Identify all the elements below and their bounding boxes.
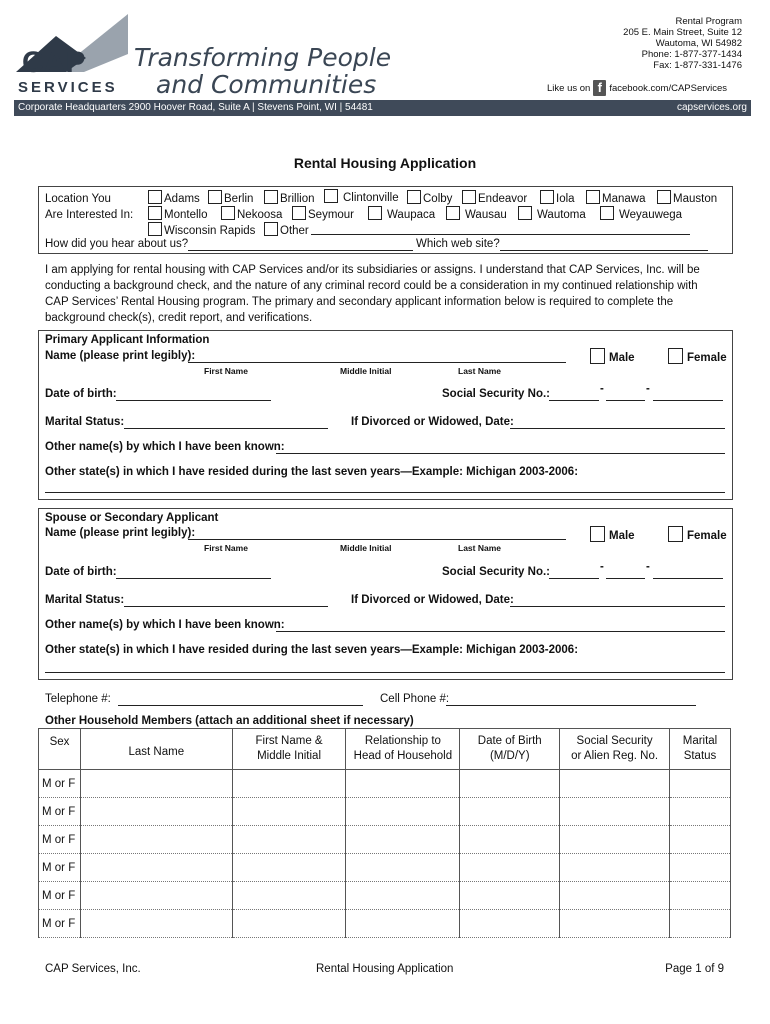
sex-cell[interactable]: M or F xyxy=(39,770,81,798)
sex-cell[interactable]: M or F xyxy=(39,882,81,910)
checkbox-berlin[interactable] xyxy=(208,190,222,204)
option-label: Manawa xyxy=(602,193,646,205)
intro-line: background check(s), credit report, and verifications. xyxy=(45,312,313,324)
column-header-line: Social Security xyxy=(576,735,653,747)
household-members-table xyxy=(38,728,731,938)
checkbox-seymour[interactable] xyxy=(292,206,306,220)
telephone-label: Telephone #: xyxy=(45,693,111,705)
primary-ssn-label: Social Security No.: xyxy=(442,388,551,400)
cell-phone-field[interactable] xyxy=(446,705,696,706)
sex-cell[interactable]: M or F xyxy=(39,854,81,882)
location-option[interactable] xyxy=(324,189,399,204)
column-header-line: Marital xyxy=(682,735,718,747)
primary-ssn-field[interactable] xyxy=(653,400,723,401)
table-cell[interactable] xyxy=(460,854,560,882)
location-option[interactable] xyxy=(446,206,507,221)
table-cell[interactable] xyxy=(460,882,560,910)
option-label: Female xyxy=(687,352,727,364)
other-location-field[interactable] xyxy=(311,234,690,235)
table-cell[interactable] xyxy=(460,798,560,826)
location-option[interactable] xyxy=(264,190,315,205)
table-cell[interactable] xyxy=(232,882,346,910)
telephone-field[interactable] xyxy=(118,705,363,706)
checkbox-female[interactable] xyxy=(668,348,683,364)
primary-divorced-label: If Divorced or Widowed, Date: xyxy=(351,416,514,428)
middle-initial-caption: Middle Initial xyxy=(340,543,392,553)
location-option[interactable] xyxy=(148,222,255,237)
checkbox-mauston[interactable] xyxy=(657,190,671,204)
checkbox-colby[interactable] xyxy=(407,190,421,204)
spouse-other-names-label: Other name(s) by which I have been known: xyxy=(45,619,285,631)
checkbox-male[interactable] xyxy=(590,348,605,364)
primary-other-states-label: Other state(s) in which I have resided during the last seven years—Example: Michigan 2003-2006: xyxy=(45,466,579,478)
spouse-marital-label: Marital Status: xyxy=(45,594,125,606)
table-cell[interactable] xyxy=(460,910,560,938)
checkbox-nekoosa[interactable] xyxy=(221,206,235,220)
table-cell[interactable] xyxy=(460,826,560,854)
option-label: Brillion xyxy=(280,193,315,205)
spouse-ssn-field[interactable] xyxy=(653,578,723,579)
location-option[interactable] xyxy=(540,190,575,205)
table-row xyxy=(39,770,731,798)
location-option[interactable] xyxy=(368,206,435,221)
column-header-line: Sex xyxy=(49,736,70,748)
checkbox-adams[interactable] xyxy=(148,190,162,204)
column-header-line: Relationship to xyxy=(364,735,441,747)
checkbox-female[interactable] xyxy=(668,526,683,542)
table-cell[interactable] xyxy=(80,854,232,882)
checkbox-wisconsin-rapids[interactable] xyxy=(148,222,162,236)
option-label: Mauston xyxy=(673,193,718,205)
first-name-caption: First Name xyxy=(204,543,248,553)
table-cell[interactable] xyxy=(232,826,346,854)
location-option[interactable] xyxy=(208,190,253,205)
table-cell[interactable] xyxy=(670,798,731,826)
column-header xyxy=(346,729,460,770)
like-us-label: Like us on xyxy=(547,82,591,94)
intro-line: conducting a background check, and the nature of any criminal record could be a consideration in my continued relationship with xyxy=(45,280,698,292)
last-name-caption: Last Name xyxy=(458,543,501,553)
website-link[interactable]: capservices.org xyxy=(676,102,747,113)
checkbox-montello[interactable] xyxy=(148,206,162,220)
footer-organization: CAP Services, Inc. xyxy=(45,963,141,975)
location-option[interactable] xyxy=(462,190,527,205)
table-cell[interactable] xyxy=(670,854,731,882)
option-label: Wautoma xyxy=(537,209,586,221)
table-cell[interactable] xyxy=(670,910,731,938)
table-cell[interactable] xyxy=(232,854,346,882)
primary-male-option[interactable] xyxy=(590,348,635,364)
location-label-line-1: Location You xyxy=(45,193,111,205)
header-banner xyxy=(14,100,751,116)
address-line: Wautoma, WI 54982 xyxy=(655,38,742,49)
primary-marital-field[interactable] xyxy=(124,428,328,429)
checkbox-clintonville[interactable] xyxy=(324,189,338,203)
column-header-line: Date of Birth xyxy=(477,735,542,747)
location-option[interactable] xyxy=(221,206,282,221)
option-label: Weyauwega xyxy=(619,209,683,221)
table-cell[interactable] xyxy=(460,770,560,798)
option-label: Female xyxy=(687,530,727,542)
column-header-line: (M/D/Y) xyxy=(489,750,530,762)
checkbox-endeavor[interactable] xyxy=(462,190,476,204)
primary-female-option[interactable] xyxy=(668,348,727,364)
location-label-line-2: Are Interested In: xyxy=(45,209,134,221)
spouse-divorced-field[interactable] xyxy=(510,606,725,607)
location-option[interactable] xyxy=(586,190,645,205)
column-header-line: First Name & xyxy=(255,735,323,747)
first-name-caption: First Name xyxy=(204,366,248,376)
primary-marital-label: Marital Status: xyxy=(45,416,125,428)
checkbox-male[interactable] xyxy=(590,526,605,542)
option-label: Other xyxy=(280,225,309,237)
footer-page-number: Page 1 of 9 xyxy=(665,963,724,975)
table-cell[interactable] xyxy=(80,770,232,798)
table-row xyxy=(39,910,731,938)
primary-ssn-field[interactable] xyxy=(606,400,645,401)
table-cell[interactable] xyxy=(346,770,460,798)
primary-name-field[interactable] xyxy=(188,362,566,363)
spouse-divorced-label: If Divorced or Widowed, Date: xyxy=(351,594,514,606)
ssn-dash: - xyxy=(600,561,604,573)
page-title: Rental Housing Application xyxy=(293,155,477,171)
intro-line: CAP Services’ Rental Housing program. The primary and secondary applicant information below is required to complete the xyxy=(45,296,674,308)
spouse-name-label: Name (please print legibly): xyxy=(45,527,196,539)
table-cell[interactable] xyxy=(560,770,670,798)
option-label: Nekoosa xyxy=(237,209,283,221)
checkbox-manawa[interactable] xyxy=(586,190,600,204)
column-header xyxy=(39,729,81,770)
cell-phone-label: Cell Phone #: xyxy=(380,693,450,705)
spouse-dob-field[interactable] xyxy=(116,578,271,579)
column-header-line: Head of Household xyxy=(353,750,453,762)
location-option[interactable] xyxy=(148,190,200,205)
location-option[interactable] xyxy=(264,222,309,237)
column-header xyxy=(232,729,346,770)
column-header xyxy=(80,729,232,770)
table-cell[interactable] xyxy=(560,854,670,882)
table-row xyxy=(39,798,731,826)
spouse-ssn-field[interactable] xyxy=(549,578,599,579)
column-header-line: Last Name xyxy=(128,745,185,758)
column-header-line: Status xyxy=(683,750,717,762)
spouse-female-option[interactable] xyxy=(668,526,727,542)
headquarters-address: Corporate Headquarters 2900 Hoover Road, Suite A | Stevens Point, WI | 54481 xyxy=(18,102,373,113)
primary-other-names-field[interactable] xyxy=(276,453,725,454)
checkbox-brillion[interactable] xyxy=(264,190,278,204)
ssn-dash: - xyxy=(646,383,650,395)
spouse-heading: Spouse or Secondary Applicant xyxy=(45,512,219,524)
facebook-url[interactable]: facebook.com/CAPServices xyxy=(609,82,728,94)
spouse-other-states-label: Other state(s) in which I have resided during the last seven years—Example: Michigan 2003-2006: xyxy=(45,644,579,656)
checkbox-wausau[interactable] xyxy=(446,206,460,220)
table-cell[interactable] xyxy=(346,798,460,826)
checkbox-other[interactable] xyxy=(264,222,278,236)
primary-name-label: Name (please print legibly): xyxy=(45,350,196,362)
column-header xyxy=(670,729,731,770)
table-cell[interactable] xyxy=(80,826,232,854)
tagline-line-2: and Communities xyxy=(156,70,377,99)
facebook-link[interactable] xyxy=(547,80,727,96)
table-cell[interactable] xyxy=(346,882,460,910)
facebook-icon: f xyxy=(593,80,606,96)
location-option[interactable] xyxy=(657,190,717,205)
table-row xyxy=(39,826,731,854)
primary-dob-field[interactable] xyxy=(116,400,271,401)
location-option[interactable] xyxy=(600,206,682,221)
sex-cell[interactable]: M or F xyxy=(39,798,81,826)
table-cell[interactable] xyxy=(80,798,232,826)
option-label: Male xyxy=(609,352,635,364)
table-cell[interactable] xyxy=(670,882,731,910)
table-cell[interactable] xyxy=(232,910,346,938)
website-label: Which web site? xyxy=(416,238,500,250)
table-cell[interactable] xyxy=(346,910,460,938)
table-cell[interactable] xyxy=(232,770,346,798)
spouse-name-field[interactable] xyxy=(188,539,566,540)
column-header xyxy=(560,729,670,770)
table-cell[interactable] xyxy=(670,826,731,854)
location-option[interactable] xyxy=(148,206,207,221)
checkbox-weyauwega[interactable] xyxy=(600,206,614,220)
location-label xyxy=(45,191,133,223)
table-header-row xyxy=(39,729,731,770)
location-option[interactable] xyxy=(407,190,452,205)
middle-initial-caption: Middle Initial xyxy=(340,366,392,376)
table-cell[interactable] xyxy=(670,770,731,798)
primary-divorced-field[interactable] xyxy=(510,428,725,429)
checkbox-waupaca[interactable] xyxy=(368,206,382,220)
footer-document-title: Rental Housing Application xyxy=(316,963,454,975)
table-cell[interactable] xyxy=(346,826,460,854)
option-label: Endeavor xyxy=(478,193,528,205)
primary-other-names-label: Other name(s) by which I have been known: xyxy=(45,441,285,453)
last-name-caption: Last Name xyxy=(458,366,501,376)
spouse-other-states-field[interactable] xyxy=(45,672,725,673)
logo-text: CAP xyxy=(22,46,86,79)
option-label: Seymour xyxy=(308,209,355,221)
option-label: Clintonville xyxy=(343,192,399,204)
cap-services-logo xyxy=(16,14,131,98)
intro-paragraph xyxy=(45,262,700,326)
primary-other-states-field[interactable] xyxy=(45,492,725,493)
primary-dob-label: Date of birth: xyxy=(45,388,117,400)
column-header-line: Middle Initial xyxy=(257,750,321,762)
location-option[interactable] xyxy=(292,206,354,221)
location-option[interactable] xyxy=(518,206,586,221)
tagline-line-1: Transforming People xyxy=(134,43,392,72)
hear-about-field[interactable] xyxy=(188,250,413,251)
address-line: 205 E. Main Street, Suite 12 xyxy=(623,27,742,38)
address-line: Fax: 1-877-331-1476 xyxy=(653,60,742,71)
intro-line: I am applying for rental housing with CAP Services and/or its subsidiaries or assigns. I understand that CAP Services, Inc. will be xyxy=(45,264,700,276)
option-label: Iola xyxy=(556,193,575,205)
table-row xyxy=(39,854,731,882)
spouse-marital-field[interactable] xyxy=(124,606,328,607)
column-header xyxy=(460,729,560,770)
option-label: Adams xyxy=(164,193,200,205)
checkbox-iola[interactable] xyxy=(540,190,554,204)
spouse-ssn-field[interactable] xyxy=(606,578,645,579)
sex-cell[interactable]: M or F xyxy=(39,910,81,938)
option-label: Male xyxy=(609,530,635,542)
ssn-dash: - xyxy=(646,561,650,573)
address-line: Phone: 1-877-377-1434 xyxy=(641,49,742,60)
primary-heading: Primary Applicant Information xyxy=(45,334,210,346)
website-field[interactable] xyxy=(500,250,708,251)
option-label: Berlin xyxy=(224,193,254,205)
spouse-dob-label: Date of birth: xyxy=(45,566,117,578)
table-cell[interactable] xyxy=(560,826,670,854)
hear-about-label: How did you hear about us? xyxy=(45,238,189,250)
table-cell[interactable] xyxy=(560,798,670,826)
table-cell[interactable] xyxy=(346,854,460,882)
ssn-dash: - xyxy=(600,383,604,395)
program-address xyxy=(623,16,742,71)
table-cell[interactable] xyxy=(80,910,232,938)
option-label: Colby xyxy=(423,193,453,205)
household-heading: Other Household Members (attach an additional sheet if necessary) xyxy=(45,715,414,727)
table-cell[interactable] xyxy=(232,798,346,826)
table-cell[interactable] xyxy=(80,882,232,910)
table-cell[interactable] xyxy=(560,882,670,910)
checkbox-wautoma[interactable] xyxy=(518,206,532,220)
tagline xyxy=(134,44,391,98)
spouse-other-names-field[interactable] xyxy=(276,631,725,632)
logo-subtext: SERVICES xyxy=(18,79,118,96)
option-label: Wisconsin Rapids xyxy=(164,225,256,237)
sex-cell[interactable]: M or F xyxy=(39,826,81,854)
table-cell[interactable] xyxy=(560,910,670,938)
spouse-ssn-label: Social Security No.: xyxy=(442,566,551,578)
option-label: Montello xyxy=(164,209,208,221)
address-line: Rental Program xyxy=(675,16,742,27)
primary-ssn-field[interactable] xyxy=(549,400,599,401)
option-label: Wausau xyxy=(465,209,507,221)
table-row xyxy=(39,882,731,910)
spouse-male-option[interactable] xyxy=(590,526,635,542)
option-label: Waupaca xyxy=(387,209,436,221)
column-header-line: or Alien Reg. No. xyxy=(571,750,659,762)
